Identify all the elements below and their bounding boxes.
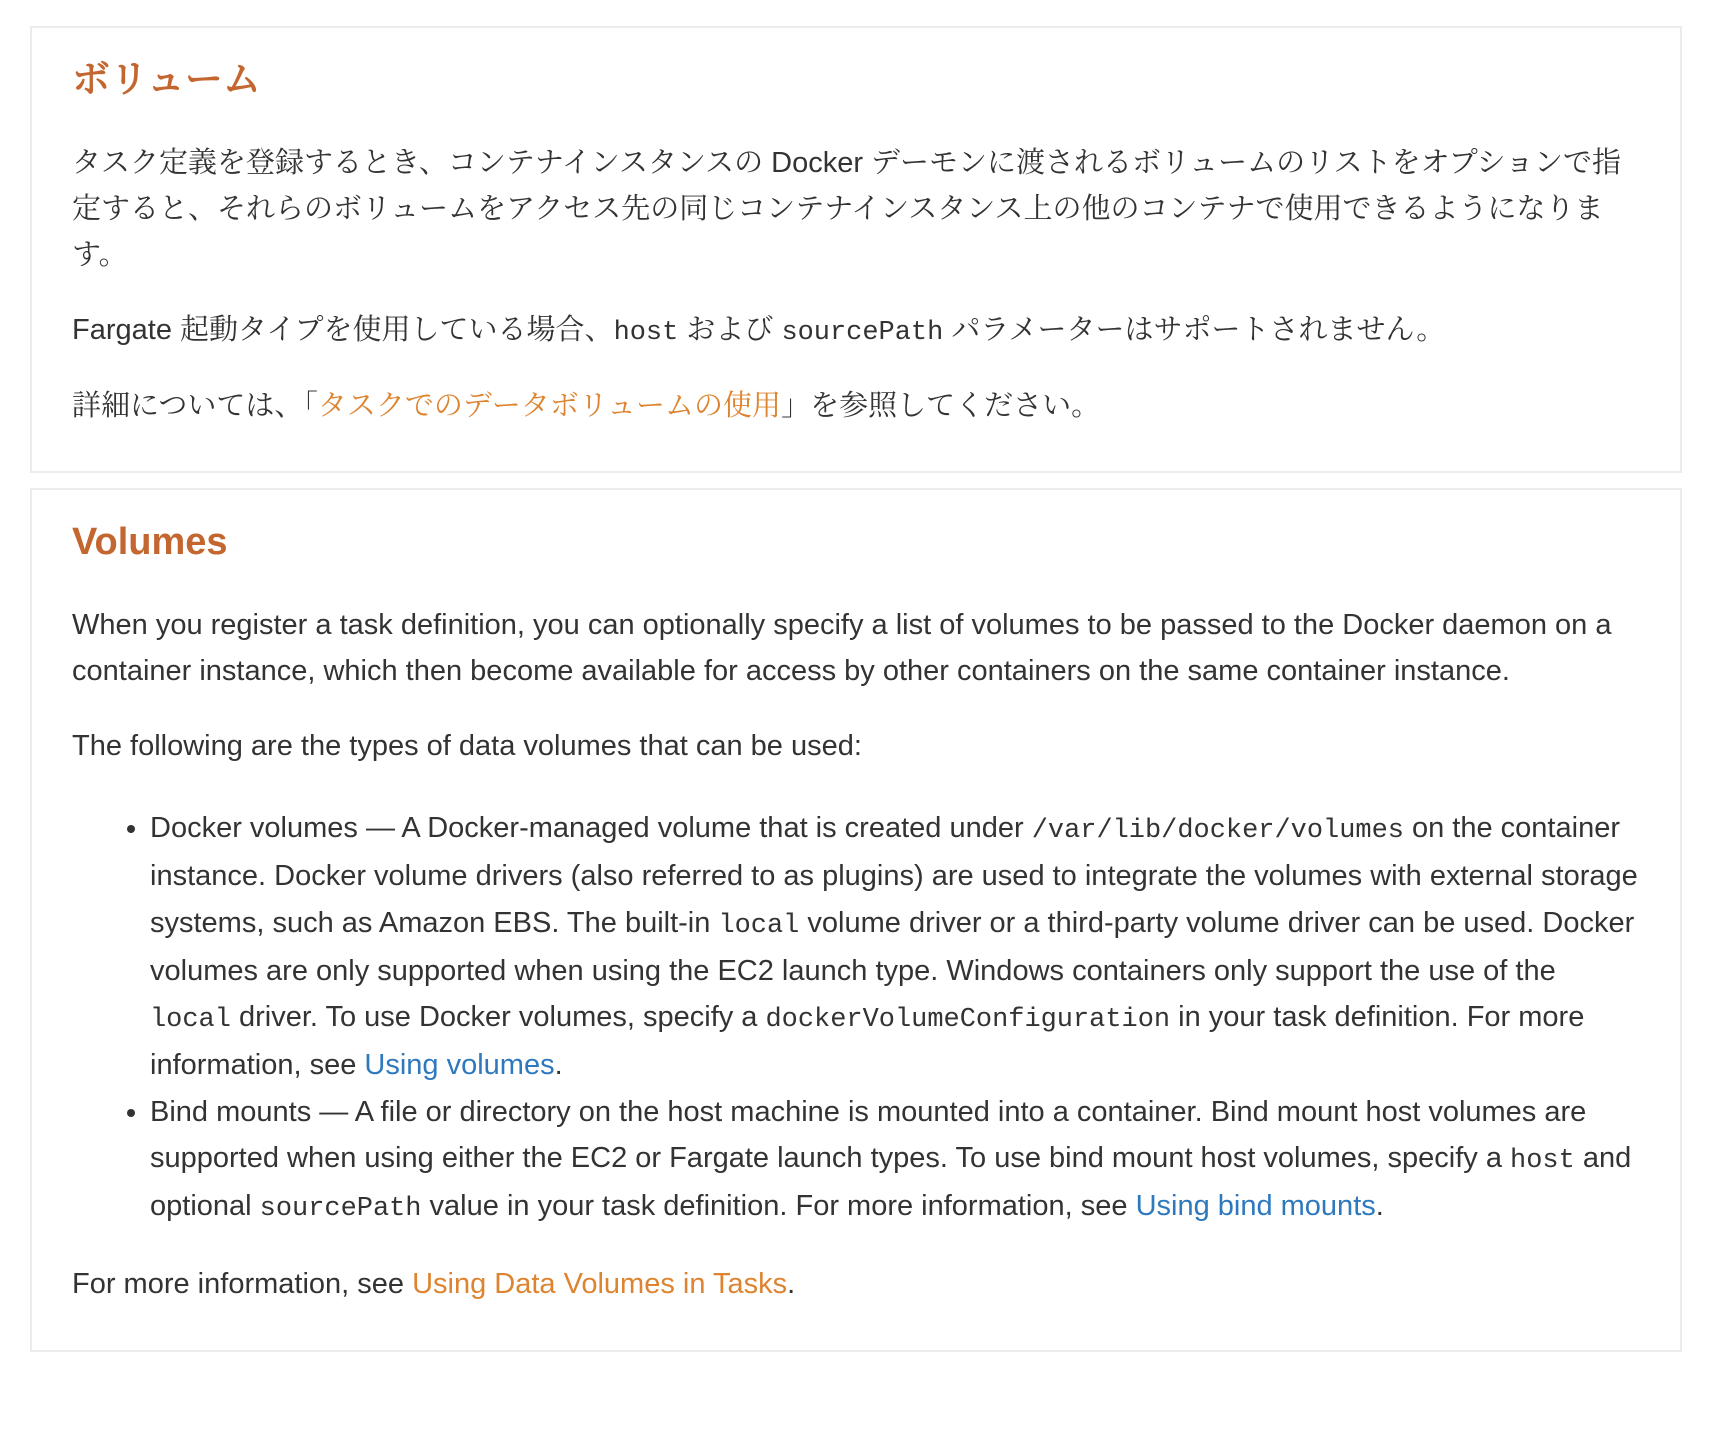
using-data-volumes-in-tasks-link[interactable]: Using Data Volumes in Tasks xyxy=(412,1268,788,1301)
en-section-heading: Volumes xyxy=(72,521,228,564)
text-run: . xyxy=(554,1049,563,1082)
en-paragraph-types-lead: The following are the types of data volumes that can be used: xyxy=(72,729,862,762)
inline-code: local xyxy=(718,910,800,941)
list-item-docker-volumes xyxy=(150,805,1640,1089)
inline-code: sourcePath xyxy=(781,317,944,348)
text-run: volume driver or a third-party volume driver can be used. Docker volumes are only supported when using the EC2 launch type. Windows containers only support the use of the xyxy=(150,906,1635,987)
text-run: value in your task definition. For more information, see xyxy=(421,1190,1136,1223)
ja-volumes-section xyxy=(30,26,1682,473)
ja-paragraph-fargate-note xyxy=(72,307,1640,355)
using-bind-mounts-link[interactable]: Using bind mounts xyxy=(1135,1190,1376,1223)
text-run: and optional xyxy=(150,1142,1632,1223)
inline-code: dockerVolumeConfiguration xyxy=(765,1005,1171,1036)
content xyxy=(30,26,1682,1352)
inline-code: local xyxy=(150,1005,231,1036)
inline-code: host xyxy=(613,317,679,348)
inline-code: host xyxy=(1510,1146,1575,1177)
en-paragraph-see-also xyxy=(72,1261,1640,1307)
text-run: in your task definition. For more information, see xyxy=(150,1001,1585,1082)
ja-data-volumes-link[interactable]: タスクでのデータボリュームの使用 xyxy=(317,389,782,422)
using-volumes-link[interactable]: Using volumes xyxy=(364,1049,555,1082)
text-run: および xyxy=(678,313,782,346)
inline-code: /var/lib/docker/volumes xyxy=(1031,816,1404,847)
text-run: 」を参照してください。 xyxy=(781,389,1101,422)
text-run: Docker volumes — A Docker-managed volume that is created under xyxy=(150,812,1032,845)
inline-code: sourcePath xyxy=(259,1194,422,1225)
text-run: on the container instance. Docker volume drivers (also referred to as plugins) are used to integrate the volumes with external storage systems, such as Amazon EBS. The built-in xyxy=(150,812,1638,939)
list-item-bind-mounts xyxy=(150,1089,1640,1232)
en-volumes-section xyxy=(30,488,1682,1351)
ja-paragraph-intro: タスク定義を登録するとき、コンテナインスタンスの Docker デーモンに渡されるボリュームのリストをオプションで指定すると、それらのボリュームをアクセス先の同じコンテナインスタンス上の他のコンテナで使用できるようになります。 xyxy=(72,146,1621,272)
volume-types-list xyxy=(72,805,1640,1231)
text-run: 詳細については、「 xyxy=(72,389,318,422)
text-run: Bind mounts — A file or directory on the host machine is mounted into a container. Bind mount host volumes are supported when using either the EC2 or Fargate launch types. To use bind mount host volumes, specify a xyxy=(150,1095,1587,1175)
text-run: driver. To use Docker volumes, specify a xyxy=(230,1001,766,1034)
text-run: . xyxy=(1375,1190,1384,1223)
ja-section-heading: ボリューム xyxy=(72,59,261,101)
text-run: Fargate 起動タイプを使用している場合、 xyxy=(72,313,614,346)
ja-paragraph-see-also xyxy=(72,383,1640,429)
en-paragraph-intro: When you register a task definition, you can optionally specify a list of volumes to be passed to the Docker daemon on a container instance, which then become available for access by other containers on the same container instance. xyxy=(72,608,1612,688)
text-run: パラメーターはサポートされません。 xyxy=(943,313,1446,346)
text-run: For more information, see xyxy=(72,1268,413,1301)
text-run: . xyxy=(787,1268,796,1301)
